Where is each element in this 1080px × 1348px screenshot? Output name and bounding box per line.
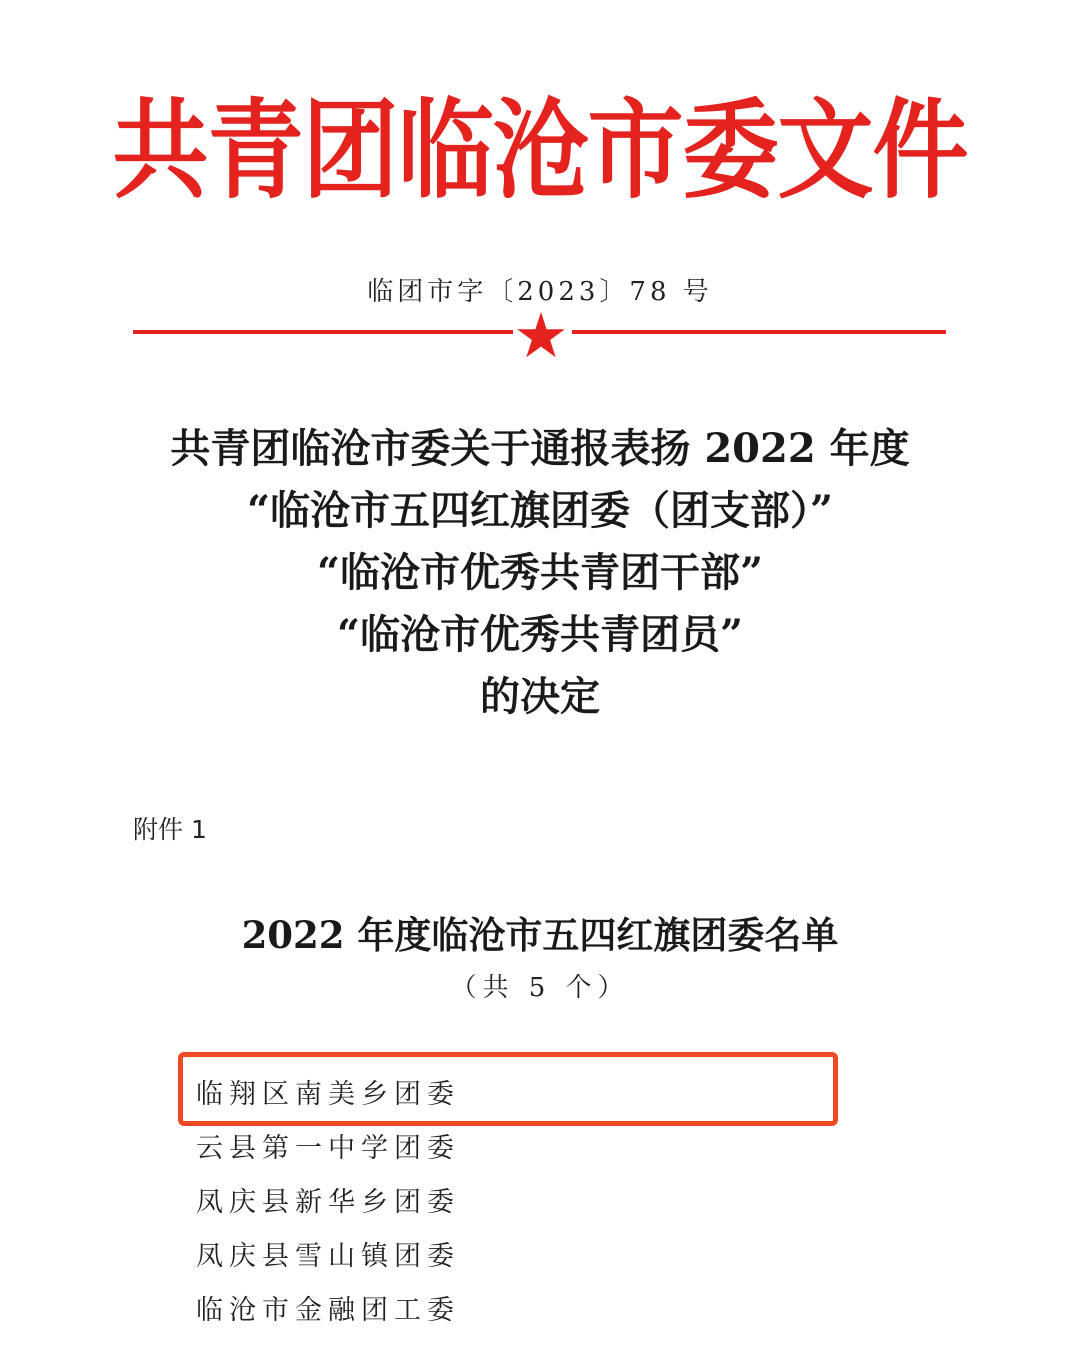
decision-title [0,418,1080,728]
unit-list [196,1068,460,1338]
red-divider-left [133,330,513,334]
list-count: （共 5 个） [450,973,630,1003]
decision-title-line: “临沧市五四红旗团委（团支部）” [246,487,833,534]
list-item: 云县第一中学团委 [196,1133,460,1164]
list-item: 临翔区南美乡团委 [196,1079,460,1110]
red-divider-right [572,330,946,334]
document-masthead: 共青团临沧市委文件 [112,87,968,214]
list-item: 凤庆县雪山镇团委 [196,1241,460,1272]
star-icon [517,312,565,358]
attachment-label: 附件 1 [133,815,207,844]
decision-title-line: “临沧市优秀共青团员” [336,611,743,658]
document-number: 临团市字〔2023〕78 号 [367,277,713,307]
list-item: 凤庆县新华乡团委 [196,1187,460,1218]
list-item: 临沧市金融团工委 [196,1295,460,1326]
decision-title-line: 的决定 [480,673,600,720]
decision-title-line: “临沧市优秀共青团干部” [316,549,763,596]
list-title: 2022 年度临沧市五四红旗团委名单 [241,913,839,957]
decision-title-line: 共青团临沧市委关于通报表扬 2022 年度 [170,425,910,472]
